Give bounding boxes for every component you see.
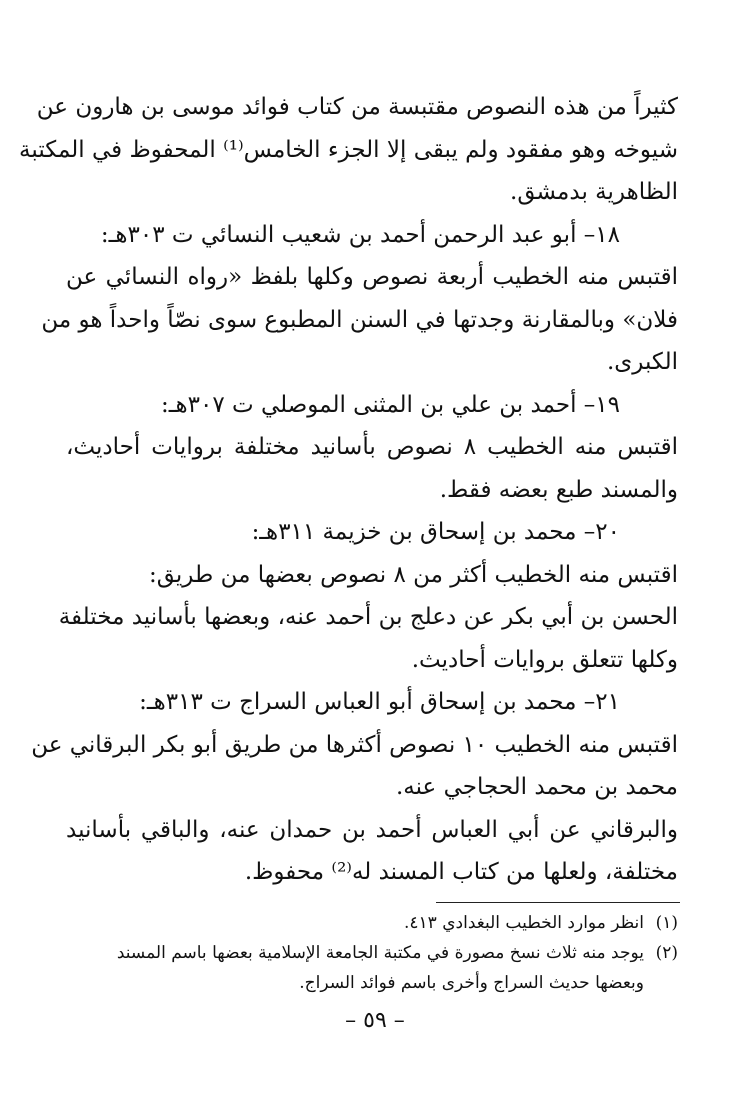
text-line: الحسن بن أبي بكر عن دعلج بن أحمد عنه، وبعضها بأسانيد مختلفة <box>58 604 678 630</box>
footnote-divider <box>436 902 680 903</box>
text-line: والبرقاني عن أبي العباس أحمد بن حمدان عنه، والباقي بأسانيد <box>66 816 678 843</box>
text-line: اقتبس منه الخطيب أكثر من ٨ نصوص بعضها من طريق: <box>148 561 678 588</box>
footnote-text: يوجد منه ثلاث نسخ مصورة في مكتبة الجامعة الإسلامية بعضها باسم المسند <box>116 943 644 963</box>
text-line: الظاهرية بدمشق. <box>510 179 678 205</box>
entry-heading-19: ١٩– أحمد بن علي بن المثنى الموصلي ت ٣٠٧هـ: <box>161 391 620 418</box>
text-line: اقتبس منه الخطيب أربعة نصوص وكلها بلفظ «رواه النسائي عن <box>66 264 678 290</box>
entry-heading-21: ٢١– محمد بن إسحاق أبو العباس السراج ت ٣١٣هـ: <box>139 689 620 715</box>
text-line: محمد بن محمد الحجاجي عنه. <box>395 774 678 800</box>
footnote-2-continuation: وبعضها حديث السراج وأخرى باسم فوائد السراج. <box>299 973 644 993</box>
footnote-1 <box>66 908 678 938</box>
entry-heading-18: ١٨– أبو عبد الرحمن أحمد بن شعيب النسائي ت ٣٠٣هـ: <box>100 221 620 248</box>
text-line: فلان» وبالمقارنة وجدتها في السنن المطبوع سوى نصّاً واحداً هو من <box>41 306 678 333</box>
text-line: مختلفة، ولعلها من كتاب المسند له⁽²⁾ محفوظ. <box>244 859 678 885</box>
footnote-text: انظر موارد الخطيب البغدادي ٤١٣. <box>404 913 644 933</box>
footnote-number: (١) <box>655 913 678 933</box>
text-line: اقتبس منه الخطيب ١٠ نصوص أكثرها من طريق أبو بكر البرقاني عن <box>31 731 678 758</box>
footnote-number: (٢) <box>655 943 678 963</box>
footnote-2 <box>66 938 678 968</box>
text-line: وكلها تتعلق بروايات أحاديث. <box>411 646 678 673</box>
text-line: كثيراً من هذه النصوص مقتبسة من كتاب فوائد موسى بن هارون عن <box>36 94 678 120</box>
main-text <box>19 86 678 894</box>
text-line: والمسند طبع بعضه فقط. <box>439 476 678 503</box>
page-number: – ٥٩ – <box>345 1008 405 1033</box>
entry-heading-20: ٢٠– محمد بن إسحاق بن خزيمة ٣١١هـ: <box>251 519 620 545</box>
text-line: الكبرى. <box>606 349 678 375</box>
text-line: شيوخه وهو مفقود ولم يبقى إلا الجزء الخامس⁽¹⁾ المحفوظ في المكتبة <box>19 136 678 163</box>
footnotes <box>66 908 678 998</box>
text-line: اقتبس منه الخطيب ٨ نصوص بأسانيد مختلفة بروايات أحاديث، <box>66 434 678 460</box>
